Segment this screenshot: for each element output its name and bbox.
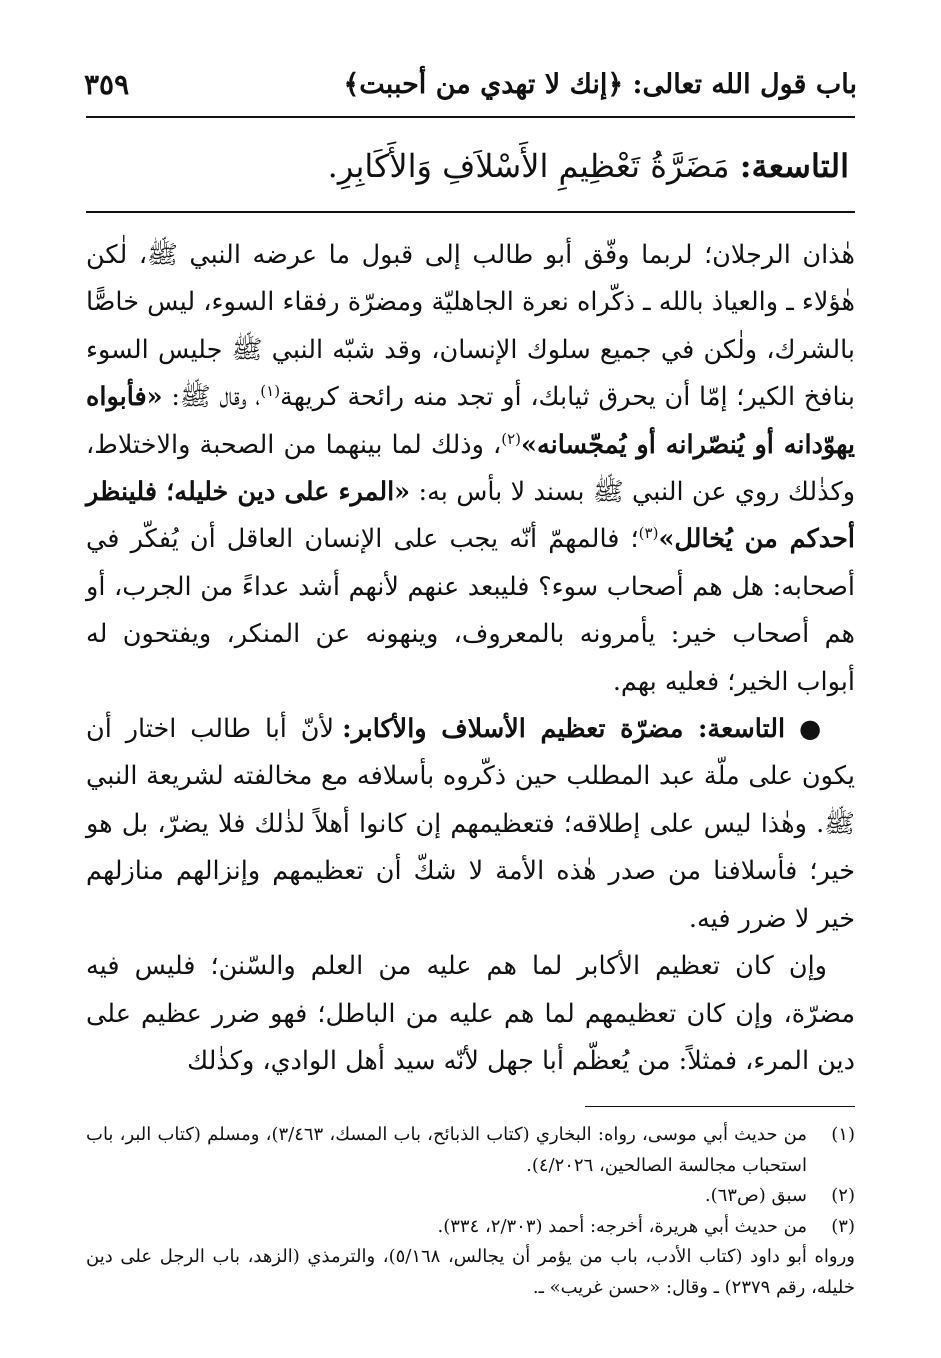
text-segment: ؛ فالمهمّ أنّه يجب على الإنسان العاقل أن يُفكّر في أصحابه: هل هم أصحاب سوء؟ فليبعد عنهم لأنهم أشد عداءً من الجرب، أو هم أصحاب خير: يأمرونه بالمعروف، وينهونه عن المنكر، ويفتحون له أبواب الخير؛ فعليه بهم. [86, 524, 855, 697]
heading-rule [86, 211, 855, 213]
footnote-item [86, 1212, 855, 1243]
footnote-item [86, 1120, 855, 1181]
hadith-quote-1: «فأبواه يهوّدانه أو يُنصّرانه أو يُمجّسانه» [86, 382, 855, 460]
text-segment: لأنّ أبا طالب اختار أن يكون على ملّة عبد المطلب حين ذكّروه بأسلافه مع مخالفته لشريعة النبي ﷺ. وهٰذا ليس على إطلاقه؛ فتعظيمهم إن كانوا أهلاً لذٰلك فلا يضرّ، بل هو خير؛ فأسلافنا من صدر هٰذه الأمة لا شكّ أن تعظيمهم وإنزالهم منازلهم خير لا ضرر فيه. [86, 714, 855, 934]
paragraph-3: وإن كان تعظيم الأكابر لما هم عليه من العلم والسّنن؛ فليس فيه مضرّة، وإن كان تعظيمهم لما هم عليه من الباطل؛ فهو ضرر عظيم على دين المرء، فمثلاً: من يُعظّم أبا جهل لأنّه سيد أهل الوادي، وكذٰلك [86, 951, 855, 1076]
text-segment: ، وقال ﷺ: [162, 382, 261, 413]
bullet: ● [798, 714, 828, 745]
footnote-ref-2: (٢) [501, 429, 522, 448]
footnote-continuation: ورواه أبو داود (كتاب الأدب، باب من يؤمر أن يجالس، ٥/١٦٨)، والترمذي (الزهد، باب الرجل على دين خليله، رقم ٢٣٧٩) ـ وقال: «حسن غريب» ـ. [86, 1246, 855, 1298]
footnote-text: سبق (ص٦٣). [704, 1185, 807, 1206]
footnote-text: من حديث أبي موسى، رواه: البخاري (كتاب الذبائح، باب المسك، ٣/٤٦٣)، ومسلم (كتاب البر، باب استحباب مجالسة الصالحين، ٤/٢٠٢٦). [86, 1124, 807, 1176]
footnote-number: (٢) [831, 1185, 855, 1206]
section-heading-label: التاسعة: [739, 147, 849, 185]
paragraph-2 [86, 706, 855, 943]
chapter-running-title: باب قول الله تعالى: ﴿إنك لا تهدي من أحببت﴾ [343, 68, 857, 100]
issue-label: التاسعة: مضرّة تعظيم الأسلاف والأكابر: [342, 714, 786, 745]
footnotes [86, 1120, 855, 1303]
footnote-ref-3: (٣) [638, 524, 659, 543]
footnote-number: (٣) [831, 1215, 855, 1237]
footnote-ref-1: (١) [260, 382, 281, 401]
header-rule [86, 116, 855, 118]
paragraph-1 [86, 232, 855, 706]
page-number: ٣٥٩ [84, 67, 130, 101]
text-segment: ، وذلك لما بينهما من الصحبة والاختلاط، وكذٰلك روي عن النبي ﷺ بسند لا بأس به: [86, 429, 856, 508]
section-heading-text: مَضَرَّةُ تَعْظِيمِ الأَسْلاَفِ وَالأَكَابِرِ. [327, 147, 730, 185]
main-text [86, 232, 855, 1085]
footnote-number: (١) [831, 1124, 855, 1145]
footnote-text: من حديث أبي هريرة، أخرجه: أحمد (٢/٣٠٣، ٣٣٤). [437, 1215, 807, 1237]
hadith-quote-2: «المرء على دين خليله؛ فلينظر أحدكم من يُخالل» [86, 477, 856, 555]
footnote-rule [585, 1106, 855, 1107]
running-header [84, 60, 857, 108]
section-heading [86, 136, 855, 196]
text-segment: هٰذان الرجلان؛ لربما وفّق أبو طالب إلى قبول ما عرضه النبي ﷺ، لٰكن هٰؤلاء ـ والعياذ بالله ـ ذكّراه نعرة الجاهليّة ومضرّة رفقاء السوء، ليس خاصًّا بالشرك، ولٰكن في جميع سلوك الإنسان، وقد شبّه النبي ﷺ جليس السوء بنافخ الكير؛ إمّا أن يحرق ثيابك، أو تجد منه رائحة كريهة [86, 240, 856, 413]
footnote-item [86, 1181, 855, 1212]
